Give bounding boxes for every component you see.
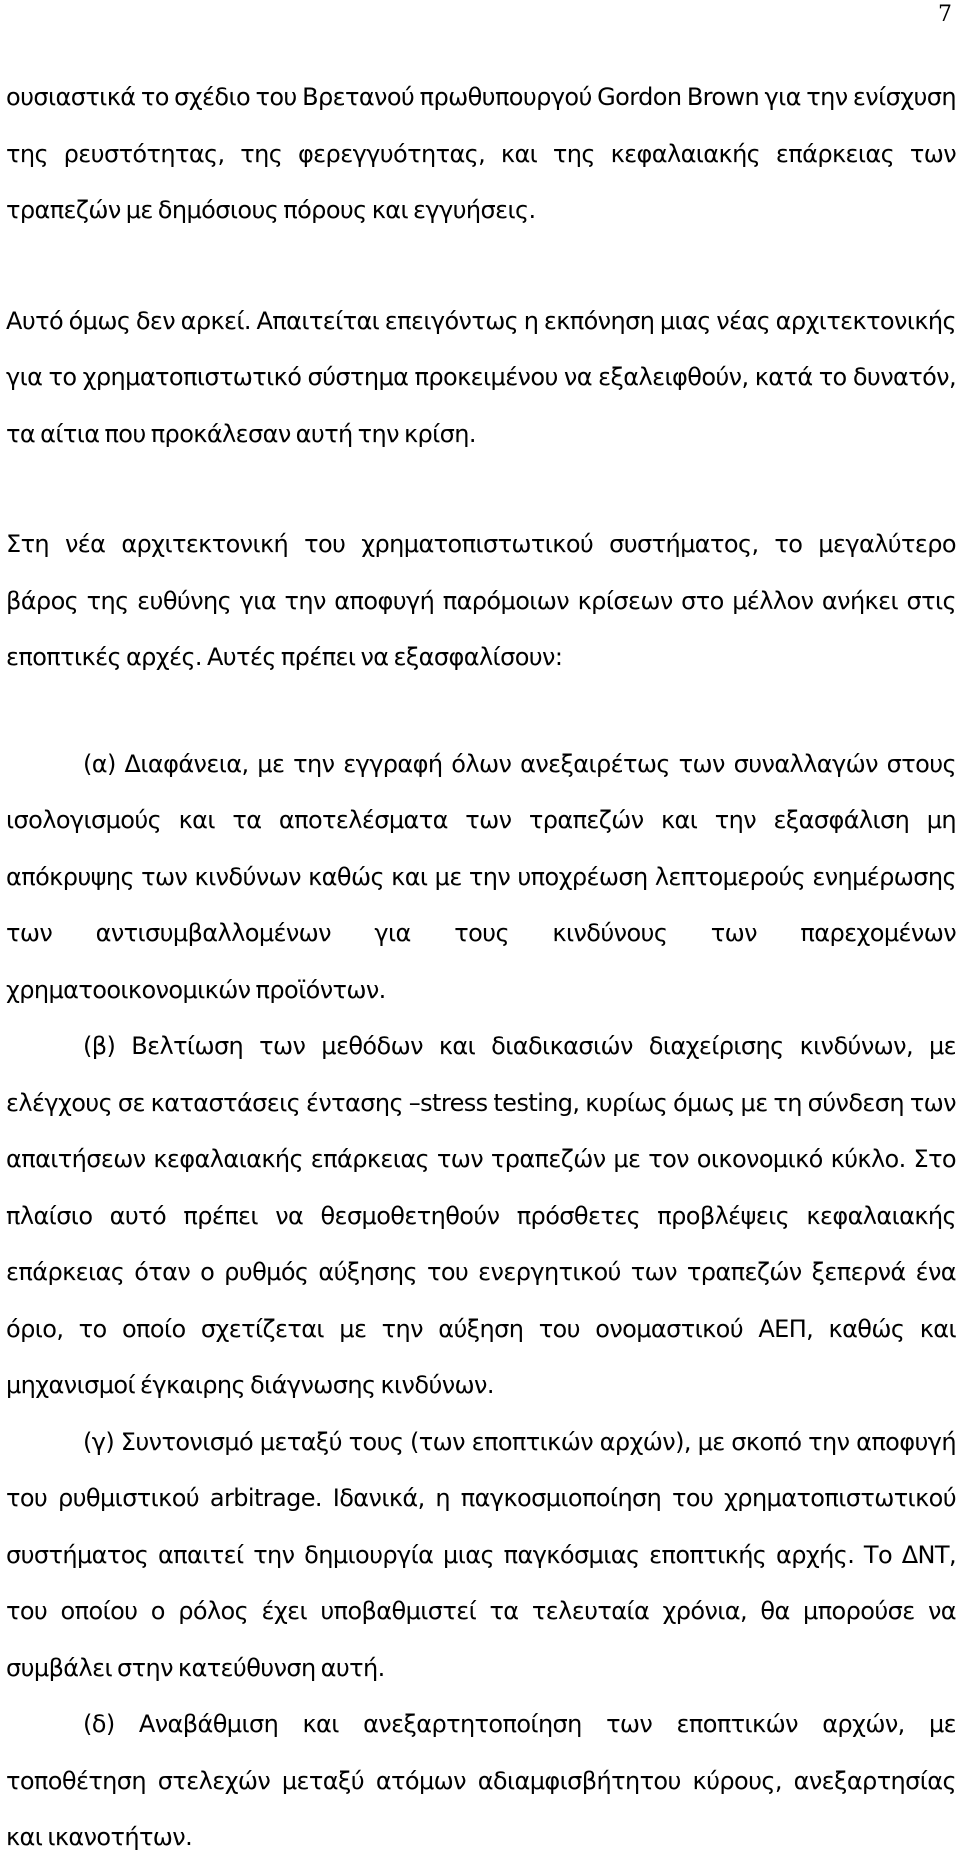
paragraph: Αυτό όμως δεν αρκεί. Απαιτείται επειγόντως η εκπόνηση μιας νέας αρχιτεκτονικής για το χρηματοπιστωτικό σύστημα προκειμένου να εξαλειφθούν, κατά το δυνατόν, τα αίτια που προκάλεσαν αυτή την κρίση. — [6, 306, 956, 448]
list-item-c: (γ) Συντονισμό μεταξύ τους (των εποπτικών αρχών), με σκοπό την αποφυγή του ρυθμιστικού arbitrage. Ιδανικά, η παγκοσμιοποίηση του χρηματοπιστωτικού συστήματος απαιτεί την δημιουργία μιας παγκόσμιας εποπτικής αρχής. Το ΔΝΤ, του οποίου ο ρόλος έχει υποβαθμιστεί τα τελευταία χρόνια, θα μπορούσε να συμβάλει στην κατεύθυνση αυτή. — [6, 1427, 956, 1682]
list-item-b: (β) Βελτίωση των μεθόδων και διαδικασιών διαχείρισης κινδύνων, με ελέγχους σε καταστάσεις έντασης –stress testing, κυρίως όμως με τη σύνδεση των απαιτήσεων κεφαλαιακής επάρκειας των τραπεζών με τον οικονομικό κύκλο. Στο πλαίσιο αυτό πρέπει να θεσμοθετηθούν πρόσθετες προβλέψεις κεφαλαιακής επάρκειας όταν ο ρυθμός αύξησης του ενεργητικού των τραπεζών ξεπερνά ένα όριο, το οποίο σχετίζεται με την αύξηση του ονομαστικού ΑΕΠ, καθώς και μηχανισμοί έγκαιρης διάγνωσης κινδύνων. — [6, 1032, 956, 1399]
paragraph: Στη νέα αρχιτεκτονική του χρηματοπιστωτικού συστήματος, το μεγαλύτερο βάρος της ευθύνης για την αποφυγή παρόμοιων κρίσεων στο μέλλον ανήκει στις εποπτικές αρχές. Αυτές πρέπει να εξασφαλίσουν: — [6, 530, 956, 671]
paragraph: ουσιαστικά το σχέδιο του Βρετανού πρωθυπουργού Gordon Brown για την ενίσχυση της ρευστότητας, της φερεγγυότητας, και της κεφαλαιακής επάρκειας των τραπεζών με δημόσιους πόρους και εγγυήσεις. — [6, 83, 956, 224]
document-body — [6, 69, 956, 1866]
page-number: 7 — [938, 2, 952, 27]
list-item-a: (α) Διαφάνεια, με την εγγραφή όλων ανεξαιρέτως των συναλλαγών στους ισολογισμούς και τα αποτελέσματα των τραπεζών και την εξασφάλιση μη απόκρυψης των κινδύνων καθώς και με την υποχρέωση λεπτομερούς ενημέρωσης των αντισυμβαλλομένων για τους κινδύνους των παρεχομένων χρηματοοικονομικών προϊόντων. — [6, 749, 956, 1004]
list-item-d: (δ) Αναβάθμιση και ανεξαρτητοποίηση των εποπτικών αρχών, με τοποθέτηση στελεχών μεταξύ ατόμων αδιαμφισβήτητου κύρους, ανεξαρτησίας και ικανοτήτων. — [6, 1710, 956, 1851]
